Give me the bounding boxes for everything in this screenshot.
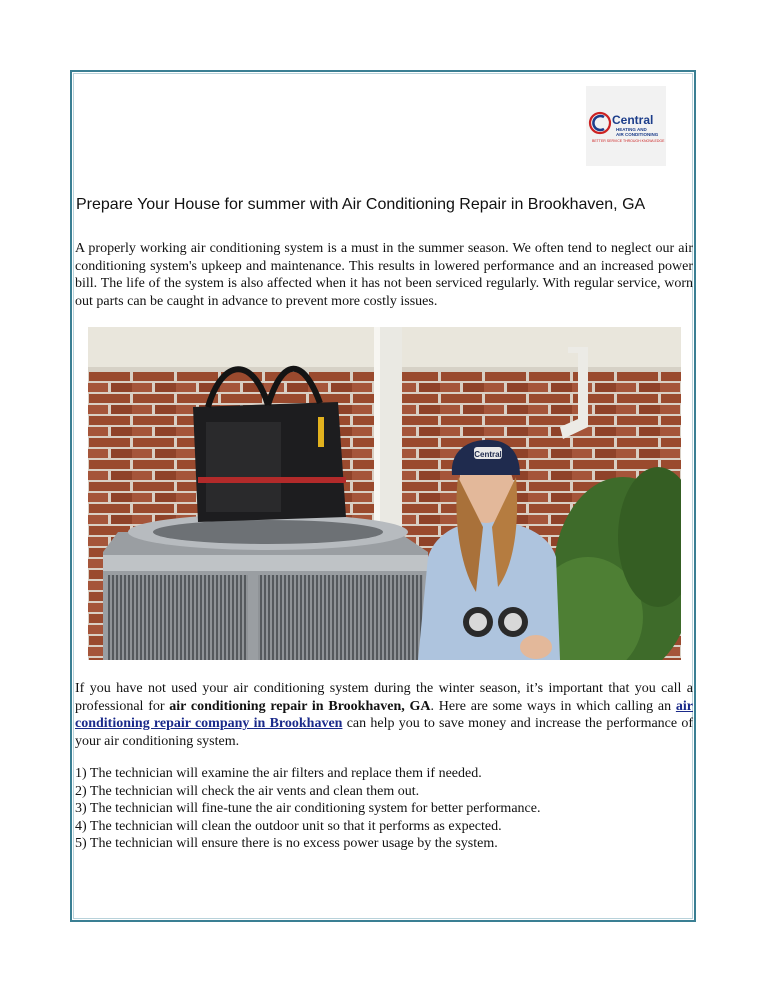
logo-subtitle xyxy=(616,127,658,137)
list-item: 1) The technician will examine the air filters and replace them if needed. xyxy=(75,766,482,781)
logo-swirl-icon xyxy=(588,110,612,136)
list-item: 5) The technician will ensure there is no excess power usage by the system. xyxy=(75,836,498,851)
body-paragraph xyxy=(75,680,693,750)
technician-photo xyxy=(88,327,681,660)
page-title: Prepare Your House for summer with Air Conditioning Repair in Brookhaven, GA xyxy=(76,196,646,213)
logo-line-heating: HEATING AND xyxy=(616,127,647,132)
logo-tagline: BETTER SERVICE THROUGH KNOWLEDGE xyxy=(592,139,665,143)
body-text-1: If you have not used your air conditioning system during the winter season, it’s important that you call a professional for xyxy=(75,681,693,714)
list-item: 3) The technician will fine-tune the air conditioning system for better performance. xyxy=(75,801,541,816)
body-text-2: . Here are some ways in which calling an xyxy=(430,698,676,714)
logo-line-ac: AIR CONDITIONING xyxy=(616,132,659,137)
central-logo xyxy=(586,86,666,166)
intro-paragraph: A properly working air conditioning system is a must in the summer season. We often tend to neglect our air conditioning system's upkeep and maintenance. This results in lowered performance and an increased power bill. The life of the system is also affected when it has not been serviced regularly. With regular service, worn out parts can be caught in advance to prevent more costly issues. xyxy=(75,241,693,309)
cap-logo-text: Central xyxy=(474,450,502,459)
steps-list xyxy=(75,765,540,853)
logo-name: Central xyxy=(612,113,654,127)
body-text-3: can help you to save money and increase the performance of your air conditioning system. xyxy=(75,716,694,749)
list-item: 2) The technician will check the air vents and clean them out. xyxy=(75,783,420,799)
list-item: 4) The technician will clean the outdoor unit so that it performs as expected. xyxy=(75,818,502,834)
ac-repair-company-link[interactable]: air conditioning repair company in Brookhaven xyxy=(75,698,693,731)
body-bold-keyword: air conditioning repair in Brookhaven, GA xyxy=(169,698,431,714)
